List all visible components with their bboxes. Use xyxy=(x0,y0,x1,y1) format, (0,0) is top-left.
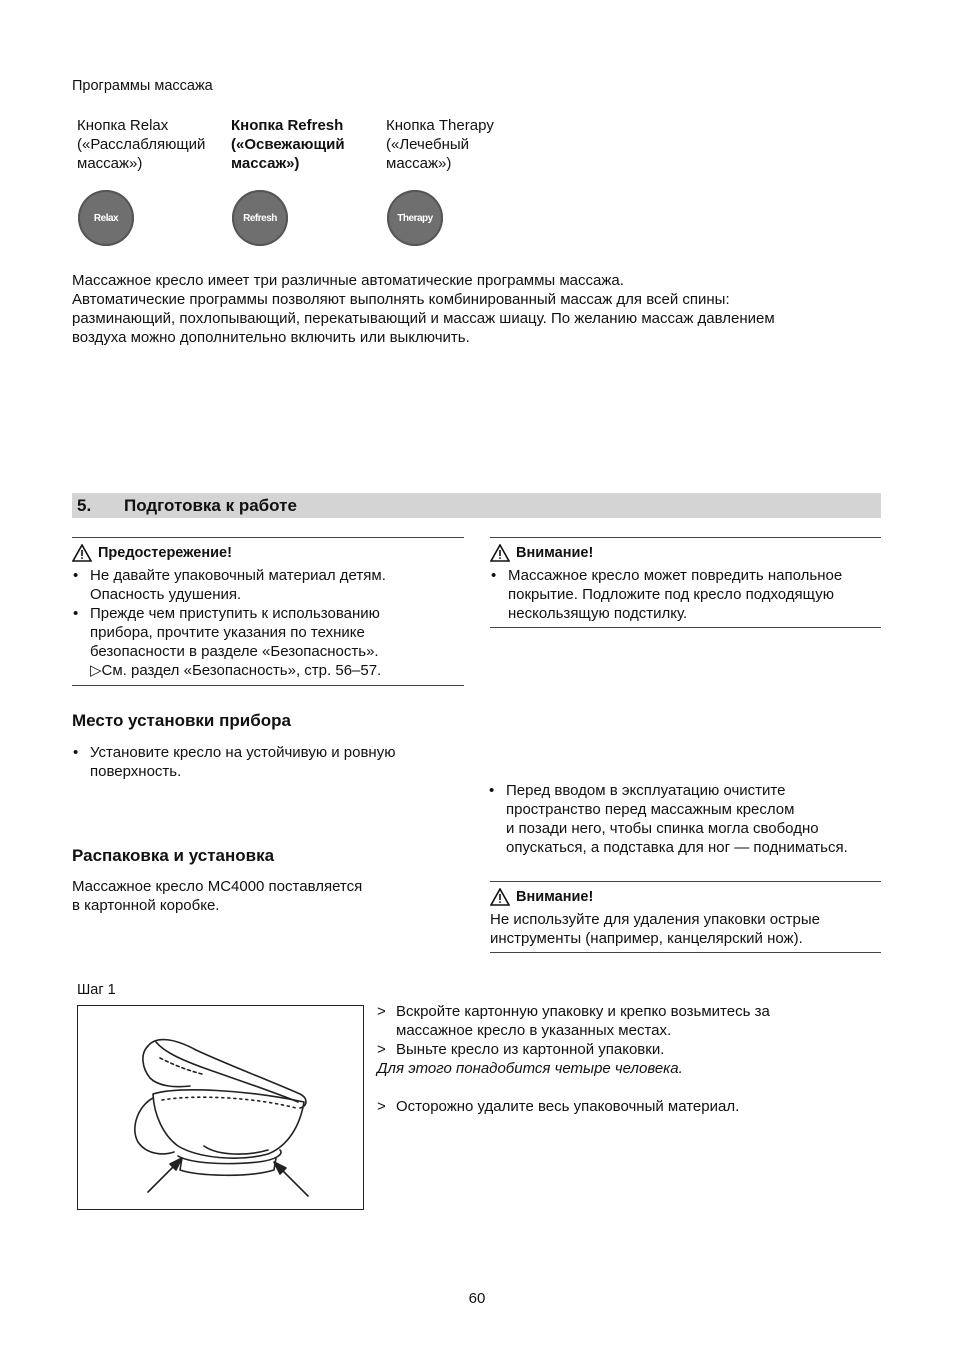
instruction-item: > Выньте кресло из картонной упаковки. xyxy=(377,1041,665,1058)
unpacking-heading: Распаковка и установка xyxy=(72,846,275,865)
instruction-item: > Вскройте картонную упаковку и крепко возьмитесь за массажное кресло в указанных местах. xyxy=(377,1003,770,1039)
unpacking-text: Массажное кресло MC4000 поставляется в картонной коробке. xyxy=(72,878,363,914)
caution-bullet: • Не давайте упаковочный материал детям. Опасность удушения. xyxy=(73,567,386,603)
caution-heading: Предостережение! xyxy=(72,540,464,566)
section-number: 5. xyxy=(77,496,92,515)
attention-heading: Внимание! xyxy=(490,884,881,910)
section-title: Подготовка к работе xyxy=(124,496,297,515)
program-relax-label: Кнопка Relax («Расслабляющий массаж») xyxy=(77,117,206,172)
attention-heading: Внимание! xyxy=(490,540,881,566)
warning-triangle-icon xyxy=(72,544,92,562)
caution-bullet: • Прежде чем приступить к использованию прибора, прочтите указания по технике безопасности в разделе «Безопасность». xyxy=(73,605,380,660)
instruction-item: > Осторожно удалите весь упаковочный материал. xyxy=(377,1098,740,1115)
attention-box xyxy=(490,537,881,628)
caution-box xyxy=(72,537,464,686)
attention-tools-text: Не используйте для удаления упаковки острые инструменты (например, канцелярский нож). xyxy=(490,911,820,947)
step-illustration-frame xyxy=(77,1005,364,1210)
attention-box-tools xyxy=(490,881,881,953)
refresh-button-illustration: Refresh xyxy=(232,190,288,246)
safety-reference: ▷См. раздел «Безопасность», стр. 56–57. xyxy=(90,662,382,679)
section-header xyxy=(72,493,881,518)
attention-bullet: • Массажное кресло может повредить напольное покрытие. Подложите под кресло подходящую нескользящую подстилку. xyxy=(491,567,843,622)
warning-triangle-icon xyxy=(490,888,510,906)
instruction-note: Для этого понадобится четыре человека. xyxy=(377,1060,683,1077)
step-label: Шаг 1 xyxy=(77,982,116,998)
programs-description: Массажное кресло имеет три различные автоматические программы массажа. Автоматические программы позволяют выполнять комбинированный массаж для всей спины: разминающий, похлопывающий, перекатывающий и массаж шиацу. По желанию массаж давлением воздуха можно дополнительно включить или выключить. xyxy=(72,272,775,346)
therapy-button-illustration: Therapy xyxy=(387,190,443,246)
placement-right-bullet: • Перед вводом в эксплуатацию очистите пространство перед массажным креслом и позади него, чтобы спинка могла свободно опускаться, а подставка для ног — подниматься. xyxy=(489,782,848,856)
placement-heading: Место установки прибора xyxy=(72,711,291,730)
step-instructions xyxy=(377,1002,770,1116)
page-number: 60 xyxy=(468,1290,486,1307)
relax-button-illustration: Relax xyxy=(78,190,134,246)
warning-triangle-icon xyxy=(490,544,510,562)
program-therapy-label: Кнопка Therapy («Лечебный массаж») xyxy=(386,117,494,172)
placement-left-bullet: • Установите кресло на устойчивую и ровную поверхность. xyxy=(73,744,396,780)
program-refresh-label: Кнопка Refresh («Освежающий массаж») xyxy=(231,117,345,172)
programs-heading: Программы массажа xyxy=(72,78,213,94)
massage-chair-illustration xyxy=(78,1006,363,1209)
